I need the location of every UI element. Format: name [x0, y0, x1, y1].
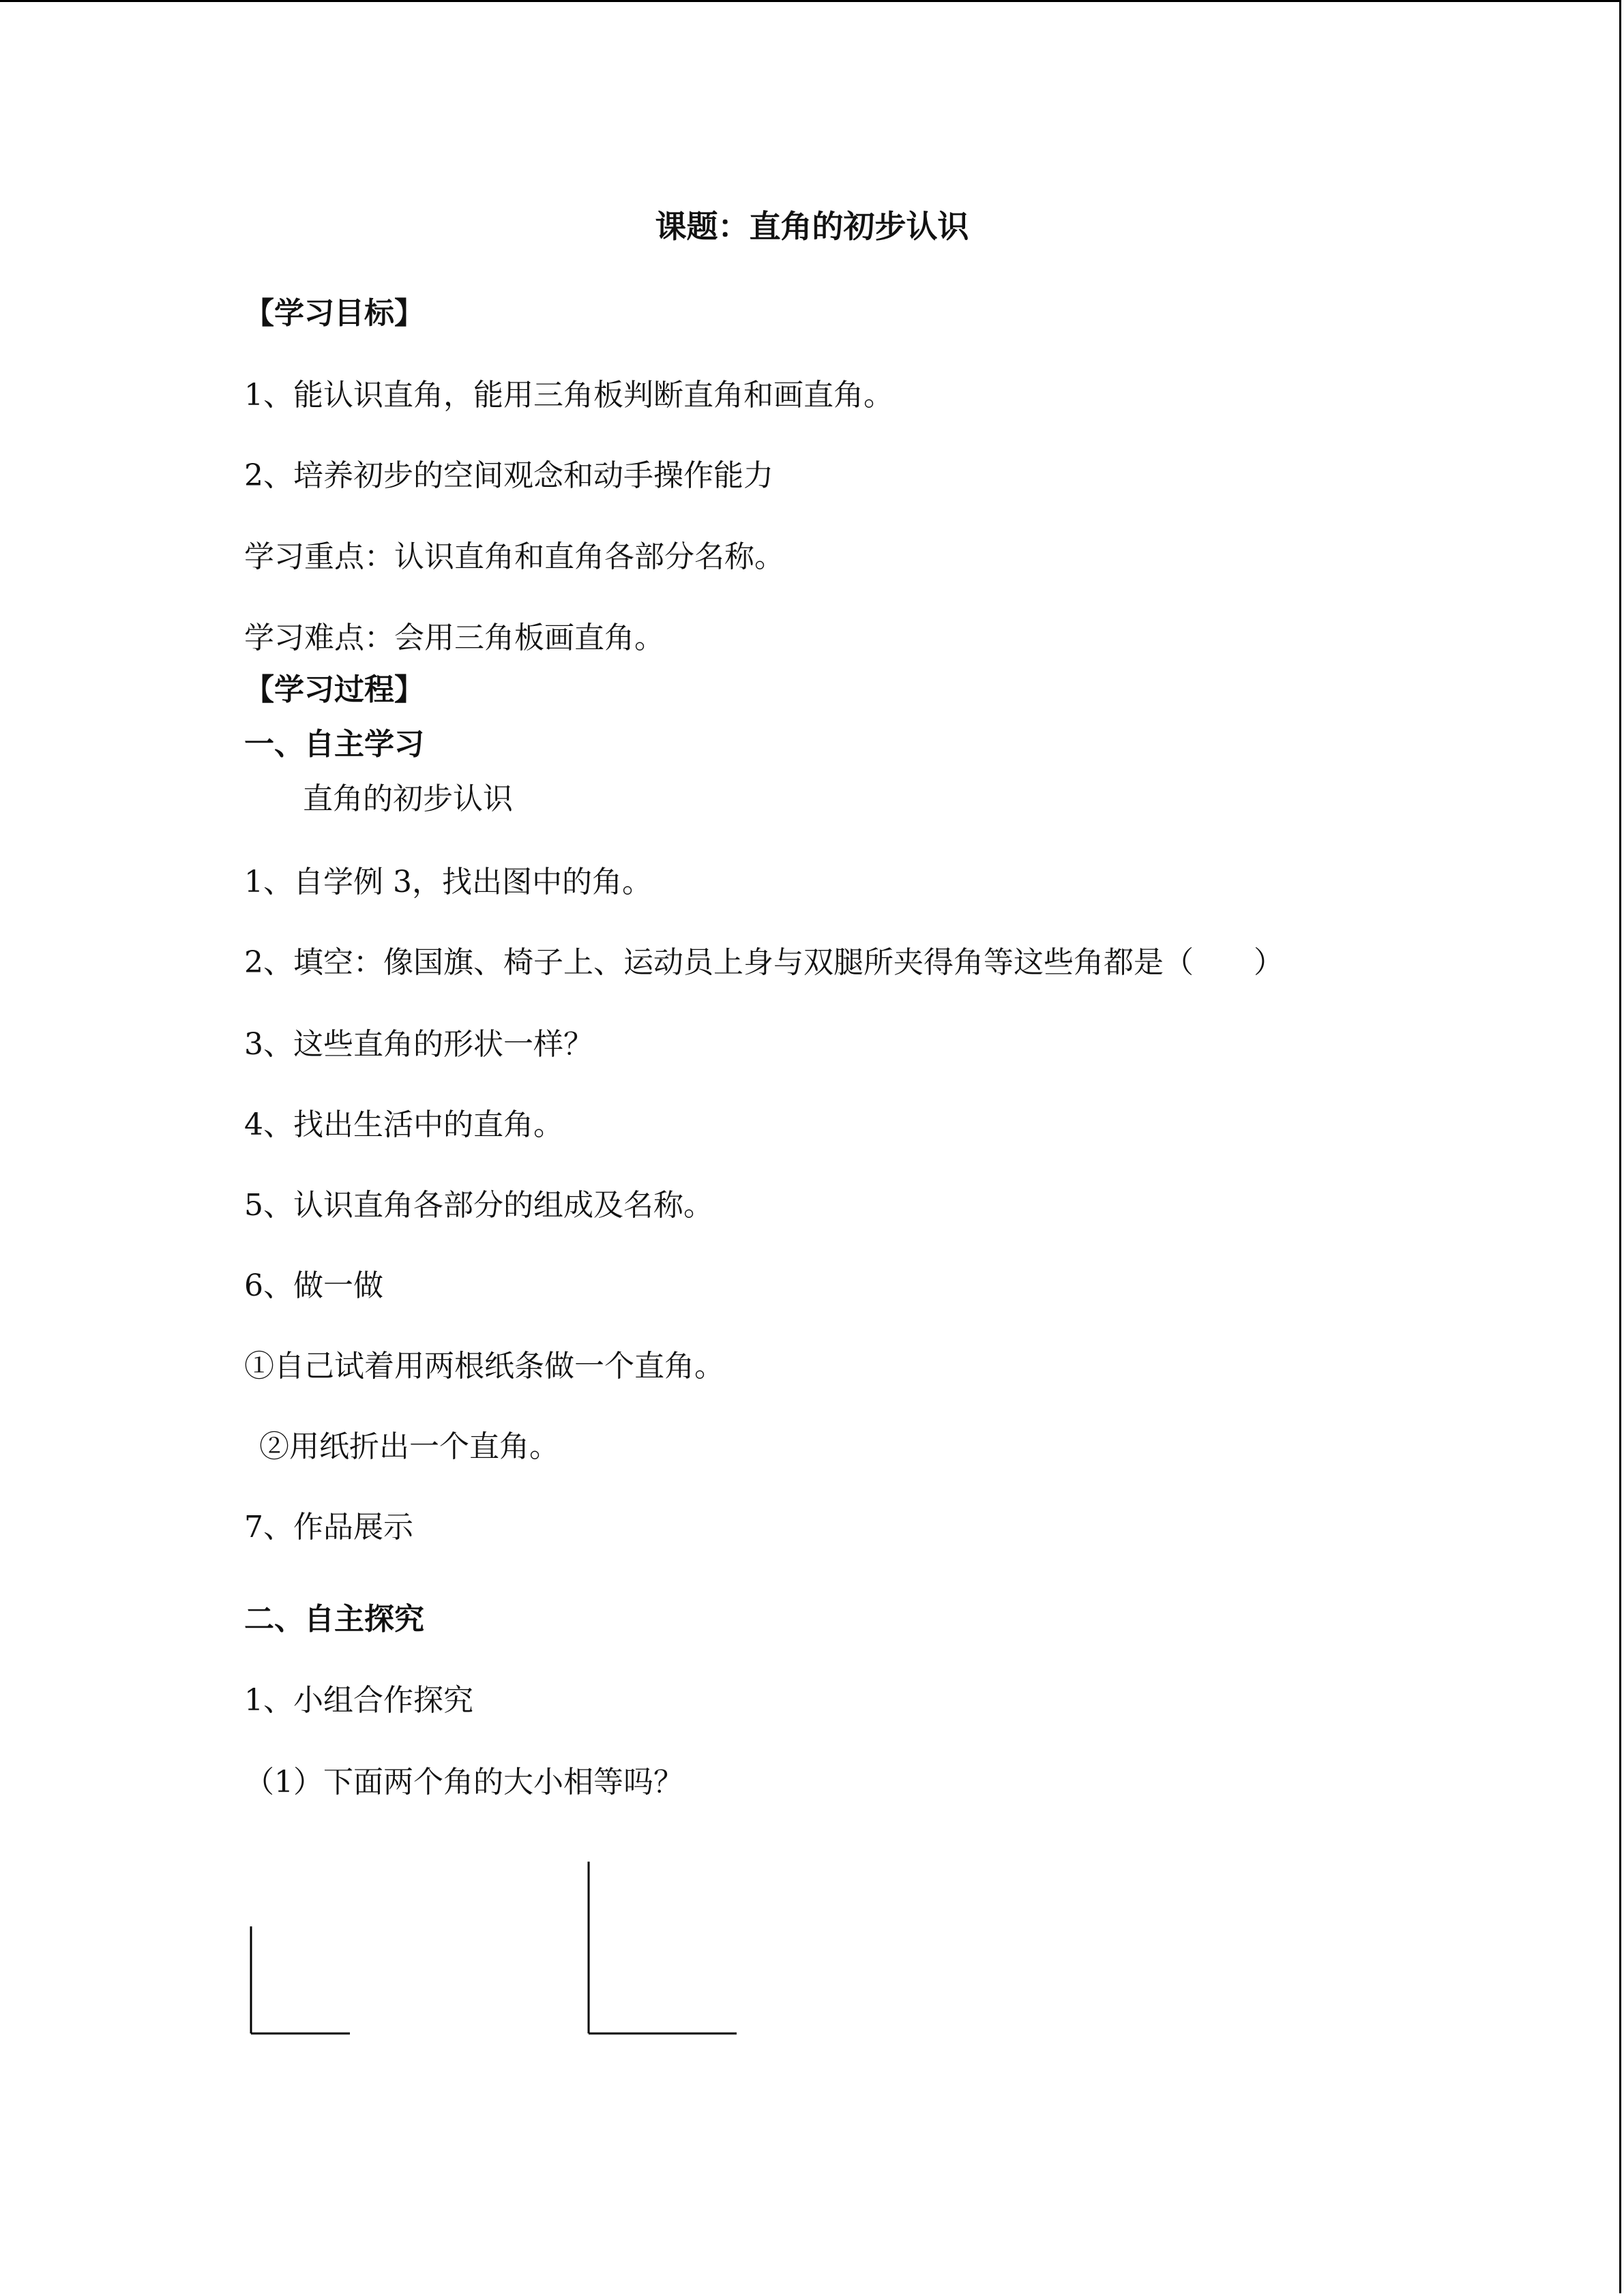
goal-item-1: 1、能认识直角，能用三角板判断直角和画直角。 [244, 378, 894, 413]
part1-item-2: 2、填空：像国旗、椅子上、运动员上身与双腿所夹得角等这些角都是（ ） [244, 945, 1284, 980]
document-title: 课题：直角的初步认识 [655, 208, 969, 245]
part1-subtitle: 直角的初步认识 [303, 781, 513, 816]
part1-item-5: 5、认识直角各部分的组成及名称。 [244, 1188, 713, 1223]
angle-large [589, 1862, 737, 2033]
part1-item-6: 6、做一做 [244, 1268, 383, 1303]
key-point: 学习重点：认识直角和直角各部分名称。 [244, 539, 784, 574]
angle-small [251, 1926, 350, 2033]
part2-heading: 二、自主探究 [244, 1602, 424, 1637]
part1-heading: 一、自主学习 [244, 727, 424, 762]
part1-item-7: 7、作品展示 [244, 1510, 413, 1545]
process-heading: 【学习过程】 [244, 672, 424, 707]
two-angles-figure [242, 1855, 788, 2046]
goals-heading: 【学习目标】 [244, 296, 424, 331]
part2-item-1: 1、小组合作探究 [244, 1683, 473, 1718]
part1-item-1: 1、自学例 3，找出图中的角。 [244, 865, 652, 899]
part1-item-6a: ①自己试着用两根纸条做一个直角。 [244, 1349, 724, 1384]
part1-item-3: 3、这些直角的形状一样？ [244, 1027, 593, 1062]
part1-item-6b: ②用纸折出一个直角。 [259, 1429, 559, 1464]
part2-question: （1）下面两个角的大小相等吗？ [244, 1765, 683, 1800]
part1-item-4: 4、找出生活中的直角。 [244, 1107, 563, 1142]
goal-item-2: 2、培养初步的空间观念和动手操作能力 [244, 458, 773, 493]
difficulty: 学习难点：会用三角板画直角。 [244, 621, 664, 655]
